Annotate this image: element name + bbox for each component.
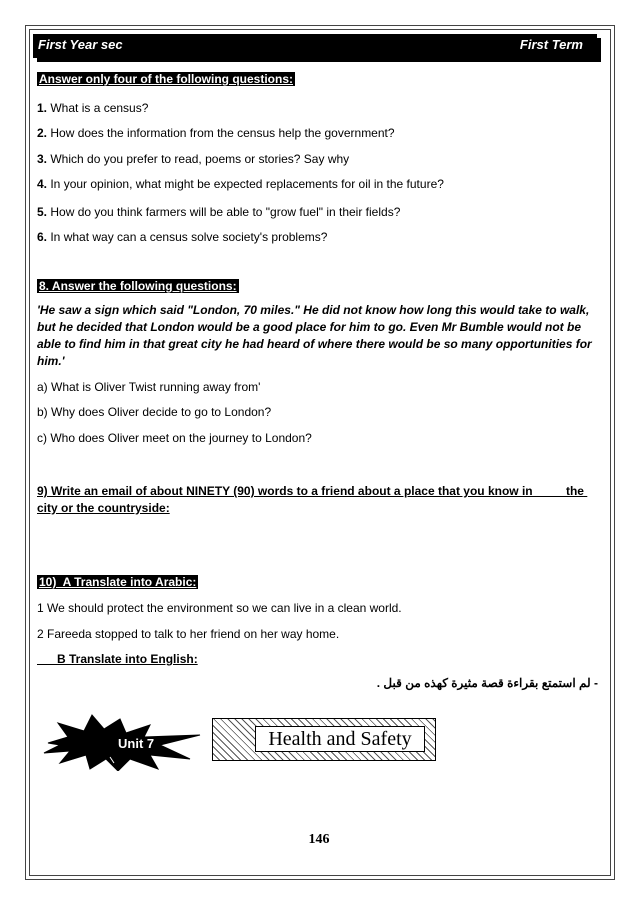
question-4: [37, 177, 444, 191]
question-3: [37, 152, 349, 166]
unit-title: Health and Safety: [255, 726, 425, 752]
question-6: [37, 230, 327, 244]
arabic-sentence: - لم استمتع بقراءة قصة مثيرة كهذه من قبل .: [376, 676, 598, 690]
section1-heading: Answer only four of the following questions:: [39, 72, 293, 86]
question-text: What is a census?: [47, 101, 149, 115]
section10-heading-line: [37, 575, 198, 589]
unit-label: Unit 7: [118, 736, 155, 751]
section8-question-c: c) Who does Oliver meet on the journey to London?: [37, 431, 312, 445]
question-text: In your opinion, what might be expected replacements for oil in the future?: [47, 177, 444, 191]
page-number: 146: [308, 832, 330, 847]
question-2: [37, 126, 395, 140]
question-1: [37, 101, 148, 115]
section8-heading: 8. Answer the following questions:: [39, 279, 237, 293]
question-number: 1.: [37, 101, 48, 115]
question-5: [37, 205, 400, 219]
section10-b-heading: B Translate into English:: [37, 652, 198, 666]
section8-question-a: a) What is Oliver Twist running away from': [37, 380, 261, 394]
question-text: How does the information from the census help the government?: [47, 126, 395, 140]
translate-item-2: 2 Fareeda stopped to talk to her friend on her way home.: [37, 627, 340, 641]
section8-heading-line: [37, 279, 239, 293]
question-number: 5.: [37, 205, 48, 219]
header-year: First Year sec: [38, 37, 123, 52]
question-number: 2.: [37, 126, 48, 140]
header-bar: [33, 34, 597, 58]
reading-passage: 'He saw a sign which said "London, 70 miles." He did not know how long this would take to walk, but he decided that London would be a good place for him to go. Even Mr Bumble would not be able to find him in that great city he had heard of where there would be so many opportunities for him.': [37, 303, 592, 368]
email-task: 9) Write an email of about NINETY (90) words to a friend about a place that you know in the city or the countryside:: [37, 484, 588, 515]
question-number: 3.: [37, 152, 48, 166]
section8-question-b: b) Why does Oliver decide to go to London?: [37, 405, 272, 419]
question-number: 4.: [37, 177, 48, 191]
section10-heading: 10) A Translate into Arabic:: [39, 575, 197, 589]
question-text: How do you think farmers will be able to "grow fuel" in their fields?: [47, 205, 401, 219]
translate-item-1: 1 We should protect the environment so we can live in a clean world.: [37, 601, 402, 615]
question-text: In what way can a census solve society's problems?: [47, 230, 328, 244]
header-term: First Term: [519, 37, 583, 52]
question-text: Which do you prefer to read, poems or stories? Say why: [47, 152, 350, 166]
section1-heading-line: [37, 72, 295, 86]
question-number: 6.: [37, 230, 48, 244]
